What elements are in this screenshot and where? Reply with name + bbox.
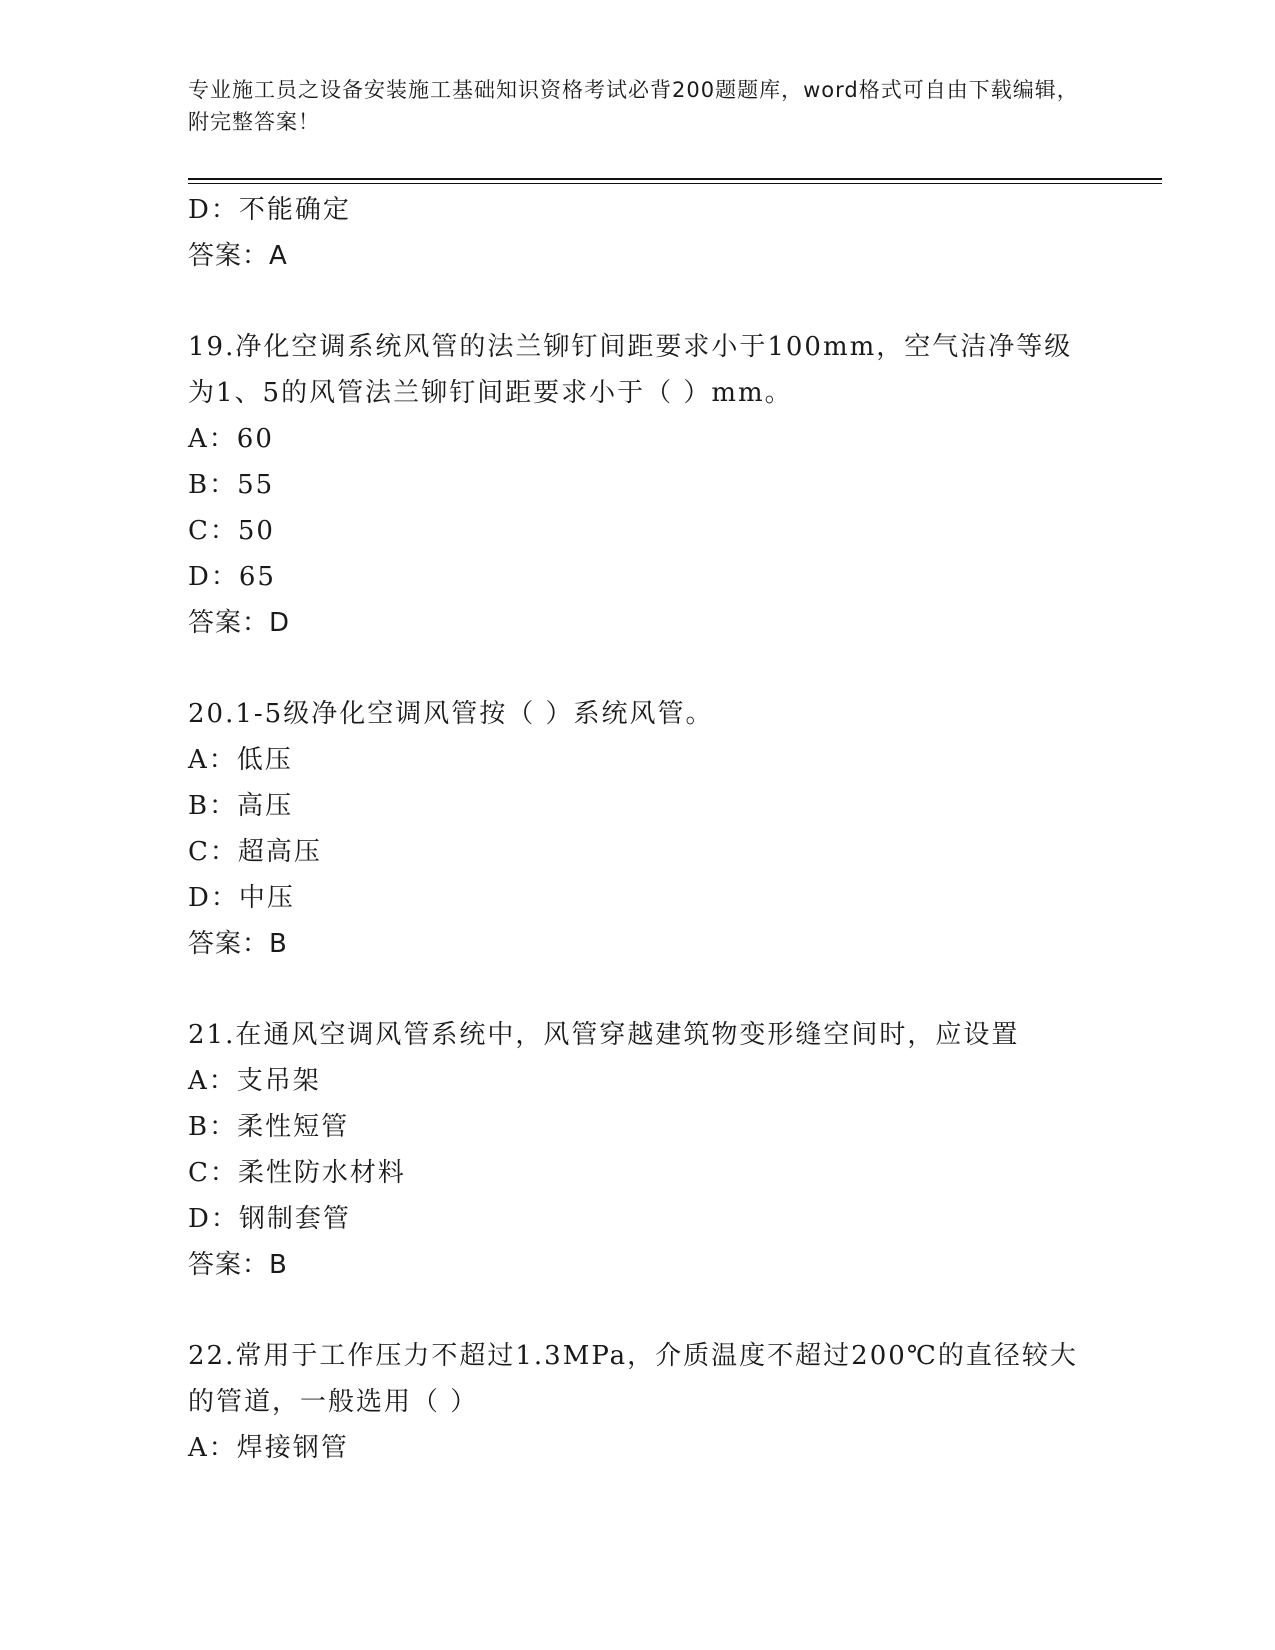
question-stem: 21.在通风空调风管系统中，风管穿越建筑物变形缝空间时，应设置 [188,1020,1020,1050]
question-stem: 19.净化空调系统风管的法兰铆钉间距要求小于100mm，空气洁净等级为1、5的风管法兰铆钉间距要求小于（ ）mm。 [188,332,1073,408]
header-rule-thin [188,183,1162,184]
option-b: B：高压 [188,791,294,821]
option-b: B：55 [188,470,275,500]
question-stem: 20.1-5级净化空调风管按（ ）系统风管。 [188,699,714,729]
option-b: B：柔性短管 [188,1112,350,1142]
option-d: D：中压 [188,883,295,913]
question-19 [188,324,1088,646]
option-a: A：60 [188,424,274,454]
question-21 [188,1012,1088,1288]
answer-line: 答案：B [188,1250,288,1280]
option-a: A：低压 [188,745,293,775]
header-rule-thick [188,178,1162,180]
question-stem: 22.常用于工作压力不超过1.3MPa，介质温度不超过200℃的直径较大的管道，一般选用（ ） [188,1341,1078,1417]
question-content [188,187,1088,1471]
option-c: C：超高压 [188,837,322,867]
option-d: D：不能确定 [188,195,351,225]
option-a: A：支吊架 [188,1066,321,1096]
spacer [188,1288,1088,1333]
answer-line: 答案：D [188,608,291,638]
document-header: 专业施工员之设备安装施工基础知识资格考试必背200题题库，word格式可自由下载编辑，附完整答案！ [188,78,1079,134]
spacer [188,279,1088,324]
option-c: C：50 [188,516,275,546]
option-a: A：焊接钢管 [188,1433,349,1463]
answer-line: 答案：A [188,241,288,271]
question-22 [188,1333,1088,1471]
question-20 [188,691,1088,967]
answer-line: 答案：B [188,929,288,959]
spacer [188,967,1088,1012]
option-c: C：柔性防水材料 [188,1158,406,1188]
spacer [188,646,1088,691]
option-d: D：65 [188,562,276,592]
option-d: D：钢制套管 [188,1204,351,1234]
